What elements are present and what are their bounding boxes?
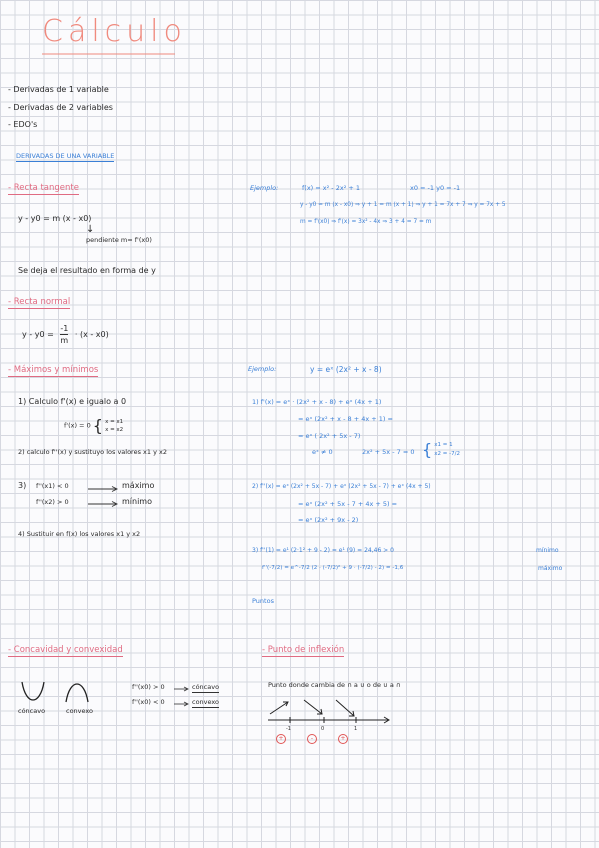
tangent-heading-text: - Recta tangente (8, 183, 79, 193)
section-header: DERIVADAS DE UNA VARIABLE (16, 152, 115, 160)
extrema-step4: 4) Sustituir en f(x) los valores x1 y x2 (18, 530, 141, 538)
extrema-root-2: x = x2 (105, 426, 124, 433)
extrema-heading-text: - Máximos y mínimos (8, 365, 99, 375)
inflection-heading-text: - Punto de inflexión (262, 645, 345, 655)
arrow-right-icon (174, 686, 190, 692)
convex-curve-icon (64, 680, 90, 704)
tangent-example-line1: y - y0 = m (x - x0) ⇒ y + 1 = m (x + 1) ⇒ y + 1 = 7x + 7 ⇒ y = 7x + 5 (300, 202, 506, 208)
concavity-rule2: f''(x0) < 0 (132, 698, 165, 706)
concavity-heading-text: - Concavidad y convexidad (8, 645, 123, 655)
index-item-1: - Derivadas de 1 variable (8, 85, 109, 94)
arrow-right-icon (88, 486, 120, 492)
extrema-example-e6: = eˣ (2x² + 5x - 7 + 4x + 5) = (298, 500, 398, 508)
tangent-example-point: x0 = -1 y0 = -1 (410, 184, 461, 192)
extrema-example-label: Ejemplo: (248, 365, 277, 373)
concavity-rule1: f''(x0) > 0 (132, 683, 165, 691)
concavity-heading (8, 645, 123, 655)
concavity-rule2-result: convexo (192, 698, 220, 706)
extrema-example-func: y = eˣ (2x² + x - 8) (310, 365, 382, 374)
inflection-tick-2: 0 (321, 726, 325, 732)
normal-rhs: · (x - x0) (74, 330, 109, 339)
extrema-step2: 2) calculo f''(x) y sustituyo los valores x1 y x2 (18, 448, 167, 456)
extrema-step1b-text: f'(x) = 0 (64, 421, 91, 430)
extrema-heading (8, 365, 98, 375)
tangent-slope: pendiente m= f'(x0) (86, 236, 152, 244)
extrema-example-e1: 1) f'(x) = eˣ · (2x² + x - 8) + eˣ (4x + 1) (252, 398, 382, 406)
normal-heading-text: - Recta normal (8, 297, 71, 307)
extrema-root-1: x = x1 (105, 418, 124, 425)
extrema-step1: 1) Calculo f'(x) e igualo a 0 (18, 397, 127, 406)
arrow-right-icon (174, 701, 190, 707)
title-underline (42, 53, 175, 55)
arrow-right-icon (88, 501, 120, 507)
extrema-example-roots (434, 441, 460, 459)
extrema-example-e4b: 2x² + 5x - 7 = 0 (362, 448, 415, 456)
normal-formula (22, 323, 109, 346)
concave-label: cóncavo (18, 707, 46, 715)
extrema-example-root-1: x1 = 1 (434, 441, 453, 448)
sign-plus-icon: + (338, 734, 348, 744)
extrema-example-e5: 2) f''(x) = eˣ (2x² + 5x - 7) + eˣ (2x² + 5x - 7) + eˣ (4x + 5) (252, 483, 431, 490)
normal-fraction-num: -1 (60, 324, 69, 333)
extrema-step1b (64, 416, 123, 435)
extrema-step1-roots (105, 418, 123, 434)
tangent-heading (8, 183, 79, 193)
inflection-tick-1: -1 (286, 726, 291, 732)
tangent-example-func: f(x) = x² - 2x² + 1 (302, 184, 361, 192)
concave-curve-icon (20, 680, 46, 704)
extrema-example-e4a: eˣ ≠ 0 (312, 448, 333, 456)
tangent-formula: y - y0 = m (x - x0) (18, 214, 92, 223)
extrema-step3a-result: máximo (122, 481, 155, 490)
convex-label: convexo (66, 707, 94, 715)
index-item-2: - Derivadas de 2 variables (8, 103, 113, 112)
extrema-example-e7: = eˣ (2x² + 9x - 2) (298, 516, 359, 524)
sign-minus-icon: - (307, 734, 317, 744)
extrema-step3b-result: mínimo (122, 497, 152, 506)
tangent-example-line2: m = f'(x0) ⇒ f'(x) = 3x² - 4x ⇒ 3 + 4 = 7 = m (300, 219, 432, 225)
extrema-example-e8b: f''(-7/2) = e^-7/2 (2 · (-7/2)² + 9 · (-7/2) - 2) = -1,6 (262, 565, 404, 571)
sign-plus-icon: + (276, 734, 286, 744)
extrema-step3a: f''(x1) < 0 (36, 482, 69, 490)
extrema-example-e3: = eˣ ( 2x² + 5x - 7) (298, 432, 361, 440)
extrema-example-root-2: x2 = -7/2 (434, 450, 460, 457)
inflection-text: Punto donde cambia de ∩ a ∪ o de ∪ a ∩ (268, 681, 401, 689)
tangent-note: Se deja el resultado en forma de y (18, 266, 156, 275)
extrema-example-e8b-result: máximo (538, 565, 563, 572)
extrema-example-e8a: 3) f''(1) = e¹ (2·1² + 9 - 2) = e¹ (9) = 24,46 > 0 (252, 547, 394, 554)
brace-icon: { (92, 416, 103, 435)
index-item-3: - EDO's (8, 120, 38, 129)
page-title: Cálculo (42, 14, 187, 49)
normal-fraction-den: m (60, 336, 69, 345)
extrema-step3b: f''(x2) > 0 (36, 498, 69, 506)
extrema-example-e2: = eˣ (2x² + x - 8 + 4x + 1) = (298, 415, 393, 423)
normal-fraction (60, 323, 68, 346)
inflection-tick-3: 1 (354, 726, 358, 732)
normal-heading (8, 297, 70, 307)
brace-icon: { (422, 440, 433, 459)
inflection-heading (262, 645, 344, 655)
extrema-example-e8a-result: mínimo (536, 547, 559, 554)
tangent-example-label: Ejemplo: (250, 184, 279, 192)
down-arrow-icon: ↓ (86, 224, 95, 235)
extrema-step3-label: 3) (18, 481, 27, 490)
extrema-example-e4-roots (422, 440, 460, 459)
normal-lhs: y - y0 = (22, 330, 54, 339)
concavity-rule1-result: cóncavo (192, 683, 220, 691)
extrema-puntos: Puntos (252, 597, 274, 605)
